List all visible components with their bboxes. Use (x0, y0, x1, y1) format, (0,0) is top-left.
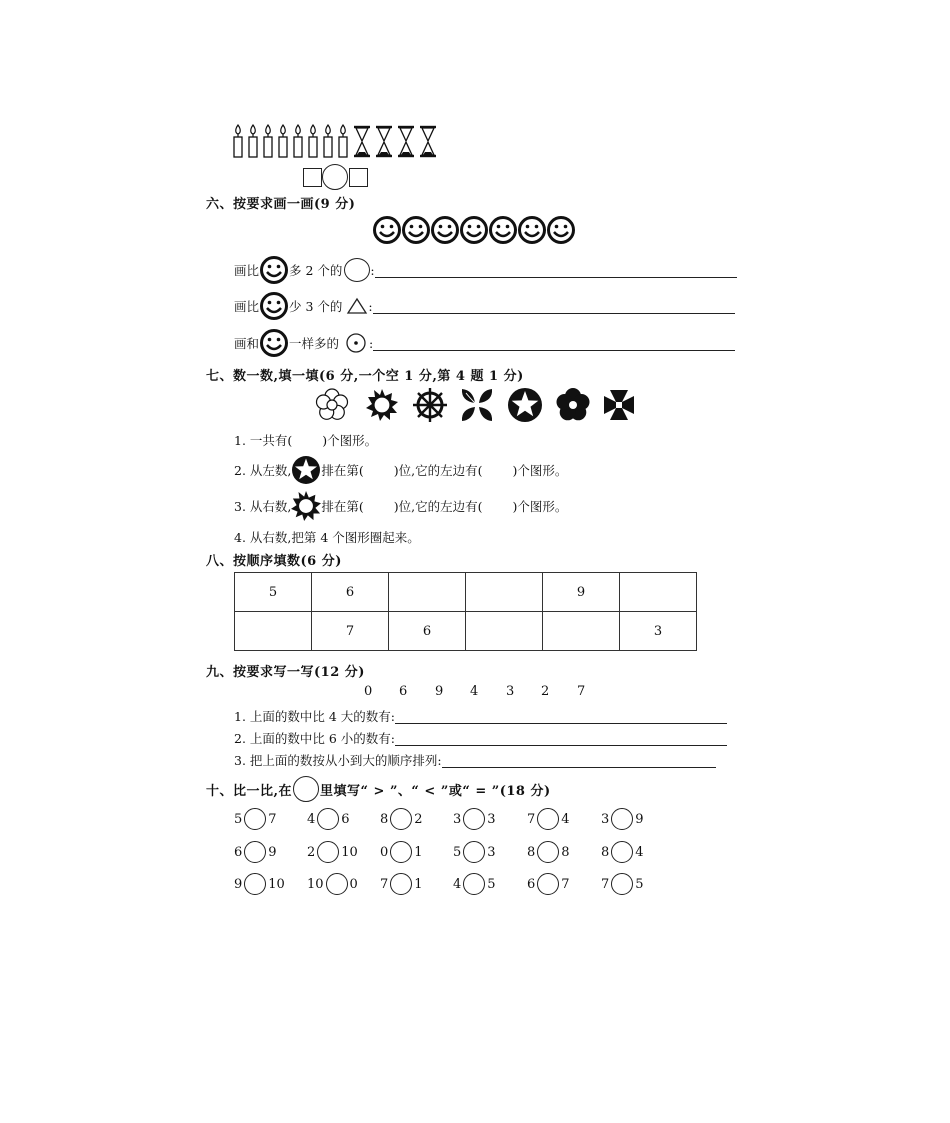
compare-left-number: 8 (601, 844, 610, 860)
section7-q3: 3. 从右数, 排在第( )位,它的左边有( )个图形。 (234, 491, 567, 521)
table-cell[interactable] (543, 612, 620, 651)
compare-left-number: 6 (527, 876, 536, 892)
section7-title: 七、数一数,填一填(6 分,一个空 1 分,第 4 题 1 分) (206, 369, 524, 384)
petals-icon (462, 389, 492, 421)
compare-answer-circle[interactable] (463, 873, 485, 895)
section8-title: 八、按顺序填数(6 分) (206, 554, 342, 569)
compare-item (453, 841, 496, 863)
compare-item (601, 808, 644, 830)
compare-box-left[interactable] (303, 168, 322, 187)
compare-left-number: 6 (234, 844, 243, 860)
compare-answer-circle[interactable] (317, 808, 339, 830)
table-cell[interactable] (620, 573, 697, 612)
compare-left-number: 10 (307, 876, 324, 892)
compare-item (601, 841, 644, 863)
compare-item (307, 808, 350, 830)
compare-answer-circle[interactable] (537, 841, 559, 863)
compare-left-number: 9 (234, 876, 243, 892)
compare-item (307, 873, 358, 895)
compare-item (527, 808, 570, 830)
compare-right-number: 4 (561, 811, 570, 827)
smiley-icon (259, 255, 289, 285)
star-circle-icon (291, 455, 321, 485)
section6-q3: 画和 一样多的 : (234, 328, 735, 358)
compare-right-number: 2 (414, 811, 423, 827)
circle-icon (344, 258, 370, 282)
candle-icon (234, 125, 242, 157)
section10-title: 十、比一比,在 里填写“ > ”、“ < ”或“ = ”(18 分) (206, 776, 551, 802)
compare-item (234, 873, 285, 895)
table-cell[interactable] (389, 573, 466, 612)
compare-right-number: 1 (414, 844, 423, 860)
smiley-row (373, 215, 579, 245)
answer-line[interactable] (373, 336, 735, 351)
table-row (235, 612, 697, 651)
compare-right-number: 9 (635, 811, 644, 827)
black-flower-icon (557, 388, 590, 420)
table-cell[interactable]: 7 (312, 612, 389, 651)
compare-circle[interactable] (322, 164, 348, 190)
smiley-icon (259, 291, 289, 321)
compare-left-number: 7 (601, 876, 610, 892)
compare-right-number: 10 (268, 876, 285, 892)
section7-q4: 4. 从右数,把第 4 个图形圈起来。 (234, 530, 420, 545)
answer-line[interactable] (373, 299, 735, 314)
compare-answer-circle[interactable] (611, 808, 633, 830)
compare-left-number: 3 (601, 811, 610, 827)
star-circle-icon (508, 388, 542, 422)
table-cell[interactable]: 6 (312, 573, 389, 612)
compare-item (234, 808, 277, 830)
compare-left-number: 7 (527, 811, 536, 827)
table-cell[interactable]: 6 (389, 612, 466, 651)
section7-q2: 2. 从左数, 排在第( )位,它的左边有( )个图形。 (234, 455, 567, 485)
compare-right-number: 5 (635, 876, 644, 892)
table-cell[interactable] (466, 612, 543, 651)
wheel-icon (413, 388, 447, 422)
compare-answer-circle[interactable] (244, 873, 266, 895)
compare-right-number: 6 (341, 811, 350, 827)
number-item: 7 (577, 684, 586, 699)
compare-item (307, 841, 358, 863)
compare-left-number: 8 (527, 844, 536, 860)
table-cell[interactable]: 5 (235, 573, 312, 612)
compare-right-number: 3 (487, 811, 496, 827)
compare-item (380, 873, 423, 895)
compare-answer-circle[interactable] (537, 808, 559, 830)
compare-item (234, 841, 277, 863)
compare-right-number: 10 (341, 844, 358, 860)
circle-icon (293, 776, 319, 802)
compare-item (601, 873, 644, 895)
section9-title: 九、按要求写一写(12 分) (206, 665, 365, 680)
compare-answer-circle[interactable] (537, 873, 559, 895)
compare-right-number: 9 (268, 844, 277, 860)
compare-item (453, 873, 496, 895)
compare-right-number: 0 (349, 876, 358, 892)
compare-item (380, 808, 423, 830)
sequence-table (234, 572, 697, 651)
compare-box-right[interactable] (349, 168, 368, 187)
answer-line[interactable] (395, 709, 727, 724)
compare-left-number: 4 (307, 811, 316, 827)
table-cell[interactable]: 9 (543, 573, 620, 612)
compare-left-number: 2 (307, 844, 316, 860)
number-item: 6 (399, 684, 408, 699)
compare-answer-circle[interactable] (390, 841, 412, 863)
compare-item (453, 808, 496, 830)
compare-right-number: 7 (268, 811, 277, 827)
table-cell[interactable] (235, 612, 312, 651)
section6-q1: 画比 多 2 个的 : (234, 255, 737, 285)
section9-q1: 1. 上面的数中比 4 大的数有: (234, 707, 727, 725)
compare-answer-circle[interactable] (244, 808, 266, 830)
compare-left-number: 4 (453, 876, 462, 892)
compare-right-number: 8 (561, 844, 570, 860)
compare-item (527, 873, 570, 895)
compare-item (527, 841, 570, 863)
candles-hourglasses-row (232, 124, 442, 160)
compare-right-number: 1 (414, 876, 423, 892)
shapes-row (314, 386, 636, 424)
section6-q2: 画比 少 3 个的 : (234, 291, 735, 321)
compare-answer-circle[interactable] (390, 873, 412, 895)
section6-title: 六、按要求画一画(9 分) (206, 197, 356, 212)
section7-q1: 1. 一共有( )个图形。 (234, 433, 378, 448)
number-item: 0 (364, 684, 373, 699)
number-item: 2 (541, 684, 550, 699)
flower-outline-icon (317, 389, 348, 419)
compare-item (380, 841, 423, 863)
compare-answer-circle[interactable] (390, 808, 412, 830)
sun-icon (366, 389, 398, 421)
sun-icon (291, 491, 321, 521)
table-cell[interactable] (466, 573, 543, 612)
compare-right-number: 3 (487, 844, 496, 860)
section9-q3: 3. 把上面的数按从小到大的顺序排列: (234, 751, 716, 769)
section9-q2: 2. 上面的数中比 6 小的数有: (234, 729, 727, 747)
compare-answer-circle[interactable] (317, 841, 339, 863)
compare-answer-circle[interactable] (611, 841, 633, 863)
compare-answer-circle[interactable] (611, 873, 633, 895)
compare-left-number: 8 (380, 811, 389, 827)
number-item: 4 (470, 684, 479, 699)
number-item: 3 (506, 684, 515, 699)
compare-right-number: 7 (561, 876, 570, 892)
compare-answer-circle[interactable] (326, 873, 348, 895)
answer-line[interactable] (442, 753, 716, 768)
answer-line[interactable] (395, 731, 727, 746)
compare-left-number: 5 (234, 811, 243, 827)
compare-left-number: 0 (380, 844, 389, 860)
compare-left-number: 7 (380, 876, 389, 892)
compare-answer-circle[interactable] (244, 841, 266, 863)
compare-right-number: 4 (635, 844, 644, 860)
compare-answer-circle[interactable] (463, 841, 485, 863)
compare-left-number: 5 (453, 844, 462, 860)
triangle-icon (346, 297, 368, 315)
smiley-icon (259, 328, 289, 358)
dot-circle-icon (345, 332, 369, 354)
compare-answer-circle[interactable] (463, 808, 485, 830)
answer-line[interactable] (375, 263, 737, 278)
table-cell[interactable]: 3 (620, 612, 697, 651)
table-row (235, 573, 697, 612)
compare-right-number: 5 (487, 876, 496, 892)
maltese-cross-icon (604, 390, 634, 420)
compare-left-number: 3 (453, 811, 462, 827)
number-item: 9 (435, 684, 444, 699)
